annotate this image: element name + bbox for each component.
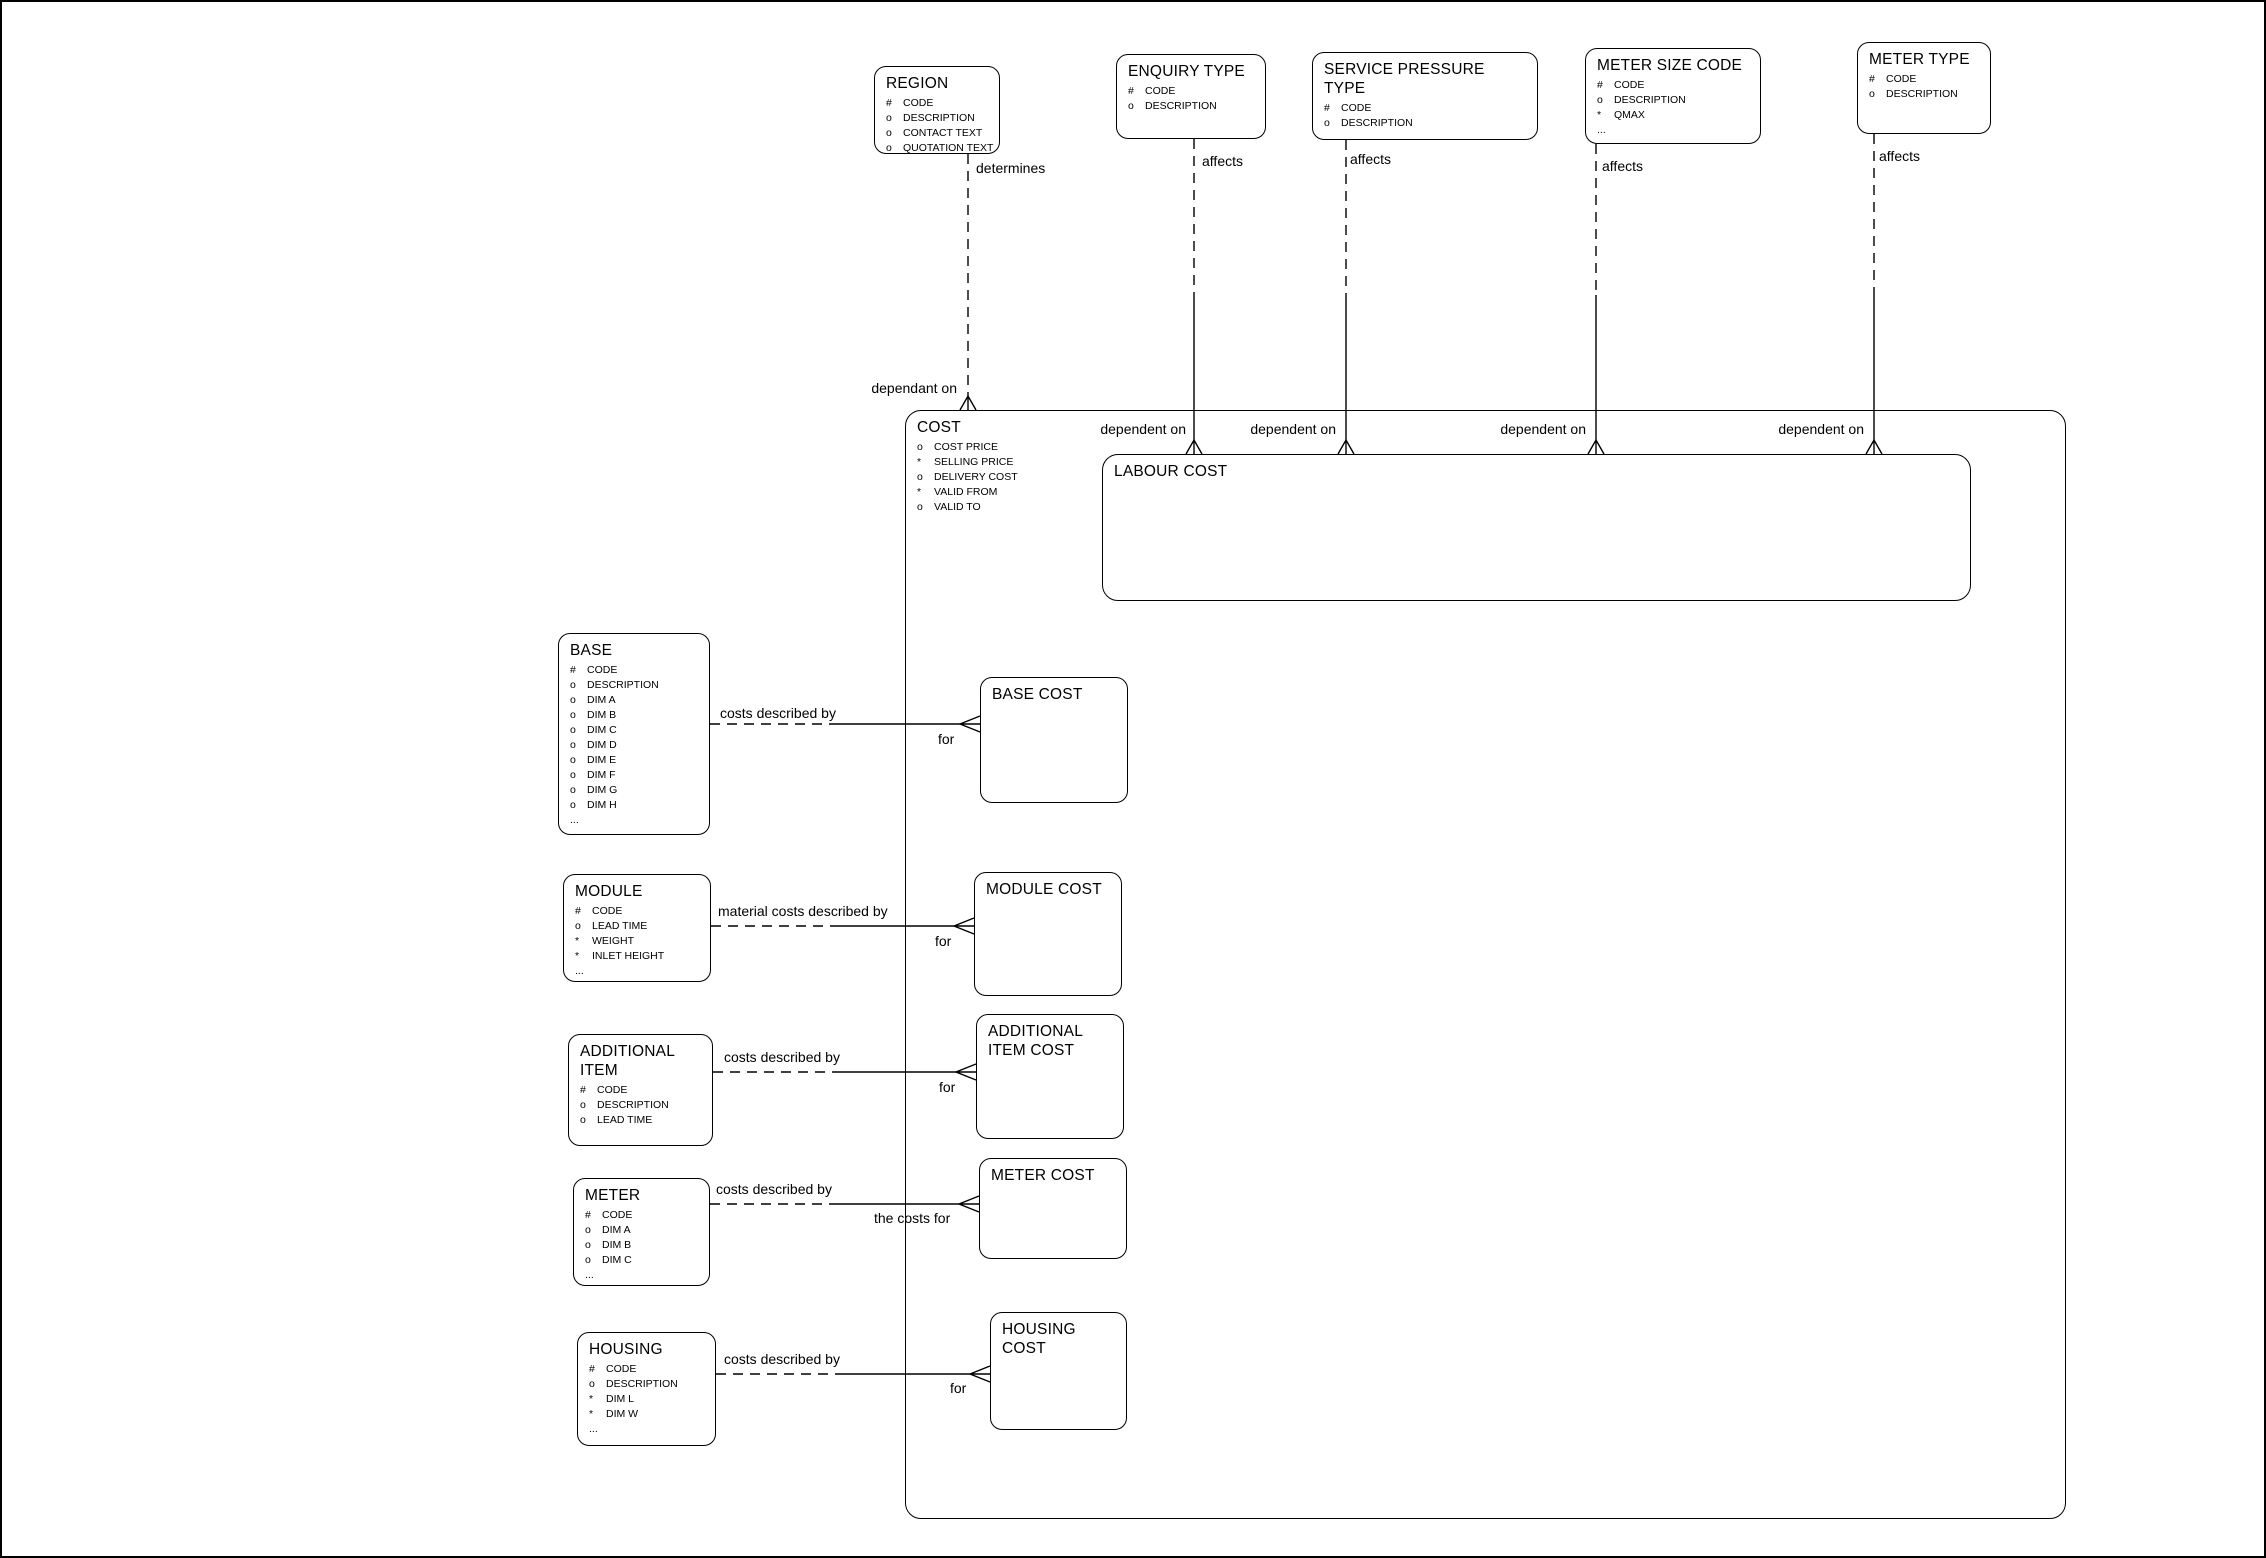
entity-attribute: o COST PRICE bbox=[917, 441, 998, 453]
entity-attributes bbox=[575, 904, 702, 979]
entity-attribute: o DIM B bbox=[570, 709, 617, 721]
entity-attribute: o DESCRIPTION bbox=[886, 112, 975, 124]
entity-housing-cost[interactable] bbox=[990, 1312, 1127, 1430]
relationship-label-affects: affects bbox=[1350, 151, 1391, 167]
entity-title: BASE bbox=[570, 642, 613, 659]
entity-title: MODULE bbox=[575, 883, 643, 900]
entity-attribute: o DIM D bbox=[570, 739, 617, 751]
relationship-label-affects: affects bbox=[1602, 158, 1643, 174]
entity-additional-item[interactable] bbox=[568, 1034, 713, 1146]
entity-attribute: o DIM A bbox=[570, 694, 616, 706]
entity-meter-size-code[interactable] bbox=[1585, 48, 1761, 144]
entity-attributes bbox=[1128, 84, 1257, 114]
entity-attribute: ... bbox=[589, 1423, 598, 1435]
entity-attribute: o DIM B bbox=[585, 1239, 632, 1251]
entity-title: ADDITIONAL ITEM bbox=[580, 1043, 675, 1079]
entity-attribute: o QUOTATION TEXT bbox=[886, 142, 994, 154]
entity-attribute: o DESCRIPTION bbox=[580, 1099, 669, 1111]
entity-attributes bbox=[570, 663, 701, 828]
entity-attribute: o VALID TO bbox=[917, 501, 981, 513]
connector-region-cost bbox=[960, 154, 976, 410]
entity-attribute: o DESCRIPTION bbox=[1324, 117, 1413, 129]
entity-attribute: o DESCRIPTION bbox=[589, 1378, 678, 1390]
entity-attribute: * WEIGHT bbox=[575, 935, 634, 947]
relationship-label-for: for bbox=[935, 933, 952, 949]
relationship-label-affects: affects bbox=[1879, 148, 1920, 164]
connector-meter-size-code-labour-cost bbox=[1588, 144, 1604, 454]
entity-attribute: o DIM F bbox=[570, 769, 616, 781]
entity-housing[interactable] bbox=[577, 1332, 716, 1446]
entity-attribute: # CODE bbox=[585, 1209, 633, 1221]
entity-title: MODULE COST bbox=[986, 881, 1102, 898]
entity-attribute: * INLET HEIGHT bbox=[575, 950, 665, 962]
entity-attribute: # CODE bbox=[886, 97, 934, 109]
entity-attributes bbox=[1597, 78, 1752, 138]
connector-meter-type-labour-cost bbox=[1866, 134, 1882, 454]
relationship-label-costs-described-by: costs described by bbox=[720, 705, 836, 721]
entity-meter[interactable] bbox=[573, 1178, 710, 1286]
entity-title: METER SIZE CODE bbox=[1597, 57, 1743, 74]
entity-title: METER bbox=[585, 1187, 641, 1204]
entity-additional-item-cost[interactable] bbox=[976, 1014, 1124, 1139]
entity-base-cost[interactable] bbox=[980, 677, 1128, 803]
entity-attribute: # CODE bbox=[580, 1084, 628, 1096]
entity-attribute: o DELIVERY COST bbox=[917, 471, 1018, 483]
relationship-label-material-costs-described-by: material costs described by bbox=[718, 903, 888, 919]
relationship-label-determines: determines bbox=[976, 160, 1046, 176]
entity-attribute: # CODE bbox=[589, 1363, 637, 1375]
entity-attributes bbox=[589, 1362, 707, 1437]
entity-title: REGION bbox=[886, 75, 949, 92]
entity-attribute: o DIM C bbox=[585, 1254, 632, 1266]
entity-attributes bbox=[1869, 72, 1982, 102]
relationship-label-for: for bbox=[939, 1079, 956, 1095]
entity-title: METER TYPE bbox=[1869, 51, 1970, 68]
entity-attributes bbox=[886, 96, 994, 156]
entity-attribute: o DESCRIPTION bbox=[1128, 100, 1217, 112]
entity-title: HOUSING bbox=[589, 1341, 663, 1358]
relationship-label-costs-described-by: costs described by bbox=[716, 1181, 832, 1197]
relationship-label-dependent-on: dependent on bbox=[1100, 421, 1186, 437]
entity-attribute: # CODE bbox=[1869, 73, 1917, 85]
relationship-label-costs-described-by: costs described by bbox=[724, 1049, 840, 1065]
entity-attribute: * DIM L bbox=[589, 1393, 635, 1405]
relationship-label-affects: affects bbox=[1202, 153, 1243, 169]
entity-title: LABOUR COST bbox=[1114, 463, 1228, 480]
entity-module[interactable] bbox=[563, 874, 711, 982]
entity-enquiry-type[interactable] bbox=[1116, 54, 1266, 139]
entity-attribute: o DESCRIPTION bbox=[1869, 88, 1958, 100]
entity-attributes bbox=[580, 1083, 704, 1128]
entity-meter-cost[interactable] bbox=[979, 1158, 1127, 1259]
relationship-label-dependent-on: dependent on bbox=[1500, 421, 1586, 437]
entity-attribute: o DIM G bbox=[570, 784, 618, 796]
relationship-label-dependent-on: dependent on bbox=[1250, 421, 1336, 437]
entity-attribute: * QMAX bbox=[1597, 109, 1645, 121]
relationship-label-for: for bbox=[950, 1380, 967, 1396]
entity-attribute: # CODE bbox=[1128, 85, 1176, 97]
entity-title: BASE COST bbox=[992, 686, 1083, 703]
entity-region[interactable] bbox=[874, 66, 1000, 154]
connector-enquiry-type-labour-cost bbox=[1186, 139, 1202, 454]
relationship-label-for: for bbox=[938, 731, 955, 747]
entity-attribute: o DIM A bbox=[585, 1224, 631, 1236]
entity-attribute: ... bbox=[570, 814, 579, 826]
entity-attribute: o LEAD TIME bbox=[575, 920, 648, 932]
entity-attribute: * DIM W bbox=[589, 1408, 639, 1420]
entity-attribute: # CODE bbox=[1324, 102, 1372, 114]
entity-base[interactable] bbox=[558, 633, 710, 835]
entity-attribute: # CODE bbox=[575, 905, 623, 917]
entity-attributes bbox=[585, 1208, 701, 1283]
connector-service-pressure-type-labour-cost bbox=[1338, 140, 1354, 454]
entity-attribute: # CODE bbox=[1597, 79, 1645, 91]
relationship-label-the-costs-for: the costs for bbox=[874, 1210, 951, 1226]
entity-attribute: ... bbox=[585, 1269, 594, 1281]
entity-attribute: * SELLING PRICE bbox=[917, 456, 1014, 468]
entity-attribute: o DESCRIPTION bbox=[570, 679, 659, 691]
entity-title: METER COST bbox=[991, 1167, 1095, 1184]
entity-title: ADDITIONAL ITEM COST bbox=[988, 1023, 1083, 1059]
relationship-label-dependent-on: dependent on bbox=[1778, 421, 1864, 437]
entity-attribute: o DIM H bbox=[570, 799, 617, 811]
entity-attribute: o DIM E bbox=[570, 754, 617, 766]
entity-title: ENQUIRY TYPE bbox=[1128, 63, 1245, 80]
entity-attribute: o CONTACT TEXT bbox=[886, 127, 983, 139]
entity-module-cost[interactable] bbox=[974, 872, 1122, 996]
entity-attribute: o DIM C bbox=[570, 724, 617, 736]
relationship-label-dependant-on: dependant on bbox=[871, 380, 957, 396]
entity-service-pressure-type[interactable] bbox=[1312, 52, 1538, 140]
entity-attribute: o LEAD TIME bbox=[580, 1114, 653, 1126]
entity-attribute: # CODE bbox=[570, 664, 618, 676]
entity-attribute: ... bbox=[1597, 124, 1606, 136]
entity-attribute: * VALID FROM bbox=[917, 486, 998, 498]
entity-labour-cost[interactable] bbox=[1102, 454, 1971, 601]
entity-title: HOUSING COST bbox=[1002, 1321, 1076, 1357]
entity-title: COST bbox=[917, 419, 961, 436]
entity-attribute: ... bbox=[575, 965, 584, 977]
entity-meter-type[interactable] bbox=[1857, 42, 1991, 134]
entity-attribute: o DESCRIPTION bbox=[1597, 94, 1686, 106]
relationship-label-costs-described-by: costs described by bbox=[724, 1351, 840, 1367]
entity-title: SERVICE PRESSURE TYPE bbox=[1324, 61, 1485, 97]
entity-attributes bbox=[1324, 101, 1529, 131]
